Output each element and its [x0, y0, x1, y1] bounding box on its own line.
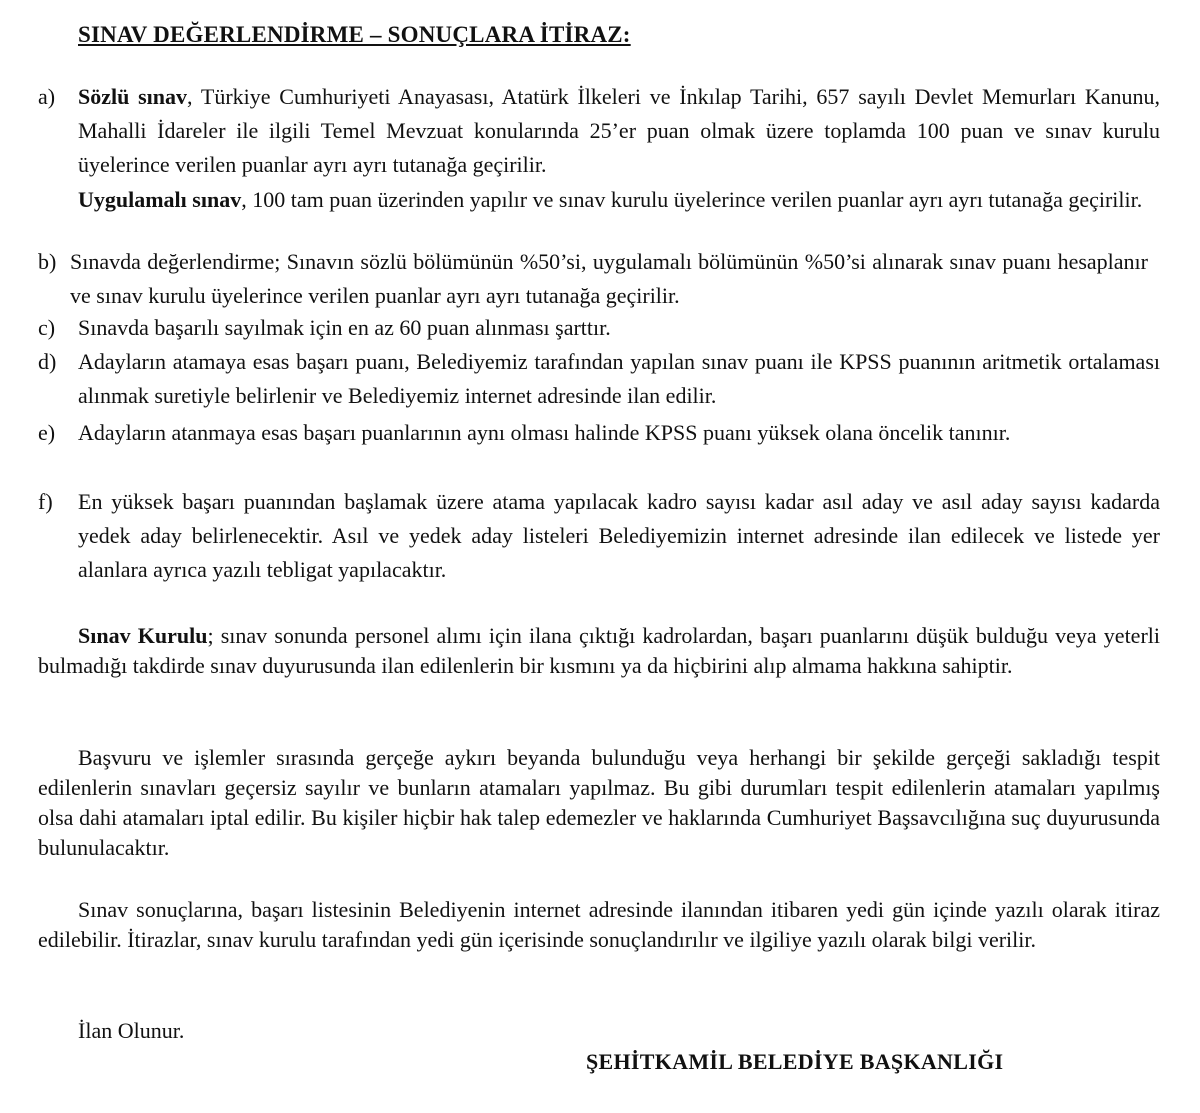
list-marker: b) [38, 249, 57, 274]
paragraph-text: ; sınav sonunda personel alımı için ilana çıktığı kadrolardan, başarı puanlarını düşük bulduğu veya yeterli bulmadığı takdirde sınav duyurusunda ilan edilenlerin bir kısmını ya da hiçbirini alıp almama hakkına sahiptir. [38, 623, 1160, 678]
list-item-e [38, 416, 1160, 450]
item-lead: Sözlü sınav [78, 84, 188, 109]
signature: ŞEHİTKAMİL BELEDİYE BAŞKANLIĞI [586, 1049, 1004, 1074]
list-item-a-continuation [78, 183, 1160, 217]
list-marker: e) [38, 420, 56, 445]
item-text: Adayların atanmaya esas başarı puanlarının aynı olması halinde KPSS puanı yüksek olana öncelik tanınır. [78, 420, 1011, 445]
paragraph-false-statement [38, 743, 1160, 863]
item-text: En yüksek başarı puanından başlamak üzere atama yapılacak kadro sayısı kadar asıl aday ve asıl aday sayısı kadarda yedek aday belirlenecektir. Asıl ve yedek aday listeleri Belediyemizin internet adresinde ilan edilecek ve listede yer alanlara ayrıca yazılı tebligat yapılacaktır. [78, 489, 1160, 582]
paragraph-sinav-kurulu [38, 621, 1160, 681]
list-marker: d) [38, 349, 57, 374]
item-lead: Uygulamalı sınav [78, 187, 242, 212]
item-text: , Türkiye Cumhuriyeti Anayasası, Atatürk İlkeleri ve İnkılap Tarihi, 657 sayılı Devlet Memurları Kanunu, Mahalli İdareler ile ilgili Temel Mevzuat konularında 25’er puan olmak üzere toplamda 100 puan ve sınav kurulu üyelerince verilen puanlar ayrı ayrı tutanağa geçirilir. [78, 84, 1161, 177]
list-item-f [38, 485, 1160, 587]
closing-line: İlan Olunur. [78, 1018, 185, 1043]
paragraph-lead: Sınav Kurulu [78, 623, 208, 648]
paragraph-text: Sınav sonuçlarına, başarı listesinin Belediyenin internet adresinde ilanından itibaren yedi gün içinde yazılı olarak itiraz edilebilir. İtirazlar, sınav kurulu tarafından yedi gün içerisinde sonuçlandırılır ve ilgiliye yazılı olarak bilgi verilir. [38, 897, 1160, 952]
list-item-d [38, 345, 1160, 413]
item-text: , 100 tam puan üzerinden yapılır ve sınav kurulu üyelerince verilen puanlar ayrı ayrı tutanağa geçirilir. [241, 187, 1143, 212]
item-text: Sınavda değerlendirme; Sınavın sözlü bölümünün %50’si, uygulamalı bölümünün %50’si alınarak sınav puanı hesaplanır ve sınav kurulu üyelerince verilen puanlar ayrı ayrı tutanağa geçirilir. [70, 249, 1148, 308]
paragraph-objection [38, 895, 1160, 955]
item-text: Adayların atamaya esas başarı puanı, Belediyemiz tarafından yapılan sınav puanı ile KPSS puanının aritmetik ortalaması alınmak suretiyle belirlenir ve Belediyemiz internet adresinde ilan edilir. [78, 349, 1160, 408]
item-text: Sınavda başarılı sayılmak için en az 60 puan alınması şarttır. [78, 315, 611, 340]
paragraph-text: Başvuru ve işlemler sırasında gerçeğe aykırı beyanda bulunduğu veya herhangi bir şekilde gerçeği sakladığı tespit edilenlerin sınavları geçersiz sayılır ve bunların atamaları yapılmaz. Bu gibi durumları tespit edilenlerin atamaları yapılmış olsa dahi atamaları iptal edilir. Bu kişiler hiçbir hak talep edemezler ve haklarında Cumhuriyet Başsavcılığına suç duyurusunda bulunulacaktır. [38, 745, 1160, 860]
list-marker: a) [38, 84, 56, 109]
list-marker: f) [38, 489, 53, 514]
list-marker: c) [38, 315, 56, 340]
list-item-c [38, 311, 1160, 345]
section-title: SINAV DEĞERLENDİRME – SONUÇLARA İTİRAZ: [78, 22, 631, 47]
list-item-b [38, 245, 1148, 313]
list-item-a [38, 80, 1161, 182]
